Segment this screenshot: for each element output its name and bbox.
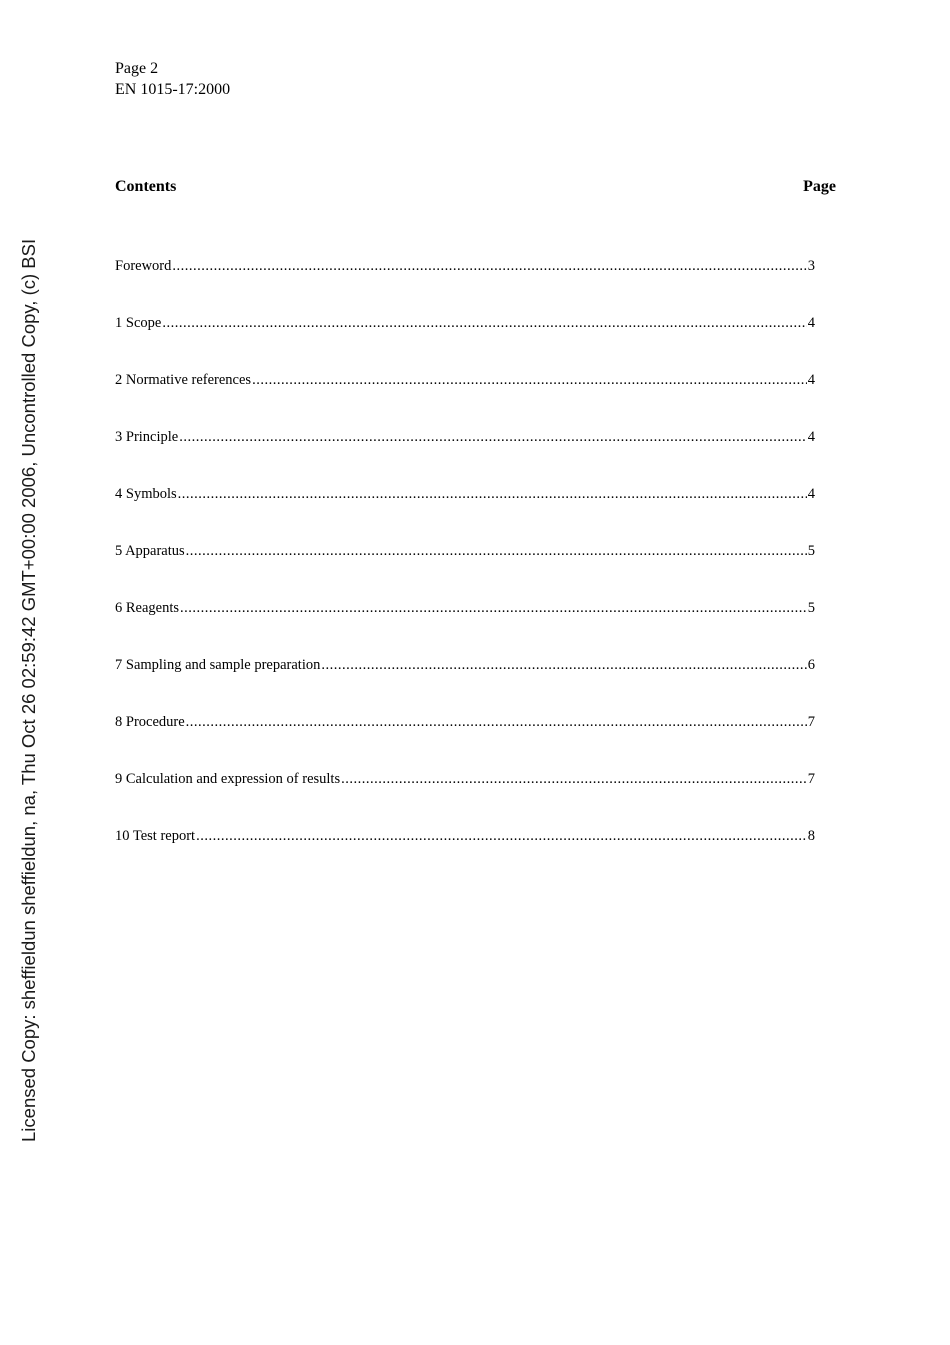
- page-column-label: Page: [803, 178, 836, 195]
- toc-entry[interactable]: [115, 427, 815, 484]
- contents-title: Contents: [115, 178, 177, 195]
- toc-entry-label: 4 Symbols: [115, 486, 177, 502]
- page-header: [115, 58, 230, 100]
- leader-dots: [196, 826, 807, 846]
- contents-heading-row: [115, 178, 836, 196]
- toc-entry[interactable]: [115, 655, 815, 712]
- toc-entry-label: 6 Reagents: [115, 600, 180, 616]
- leader-dots: [178, 484, 807, 504]
- toc-entry-page: 4: [807, 315, 815, 331]
- toc-entry-page: 7: [807, 771, 815, 787]
- standard-id: EN 1015-17:2000: [115, 81, 231, 98]
- toc-entry[interactable]: [115, 769, 815, 826]
- leader-dots: [321, 655, 806, 675]
- toc-entry-page: 4: [807, 429, 815, 445]
- toc-entry-page: 3: [807, 258, 815, 274]
- toc-entry-label: 10 Test report: [115, 828, 196, 844]
- toc-entry-label: 9 Calculation and expression of results: [115, 771, 341, 787]
- toc-entry[interactable]: [115, 256, 815, 313]
- leader-dots: [172, 256, 806, 276]
- leader-dots: [179, 427, 807, 447]
- page-number: Page 2: [115, 60, 159, 77]
- toc-entry-page: 4: [807, 372, 815, 388]
- toc-entry-page: 4: [807, 486, 815, 502]
- toc-entry-label: 3 Principle: [115, 429, 179, 445]
- leader-dots: [341, 769, 807, 789]
- toc-entry[interactable]: [115, 826, 815, 883]
- leader-dots: [180, 598, 807, 618]
- toc-entry-page: 5: [807, 543, 815, 559]
- toc-entry[interactable]: [115, 313, 815, 370]
- toc-entry-page: 5: [807, 600, 815, 616]
- toc-entry-page: 8: [807, 828, 815, 844]
- toc-entry[interactable]: [115, 598, 815, 655]
- toc-entry-label: 7 Sampling and sample preparation: [115, 657, 321, 673]
- license-watermark: Licensed Copy: sheffieldun sheffieldun, na, Thu Oct 26 02:59:42 GMT+00:00 2006, Uncontrolled Copy, (c) BSI: [18, 238, 39, 1142]
- toc-entry-label: 8 Procedure: [115, 714, 185, 730]
- toc-entry-page: 6: [807, 657, 815, 673]
- toc-entry[interactable]: [115, 370, 815, 427]
- leader-dots: [162, 313, 806, 333]
- leader-dots: [186, 541, 807, 561]
- toc-entry-label: 5 Apparatus: [115, 543, 185, 559]
- toc-entry[interactable]: [115, 541, 815, 598]
- leader-dots: [186, 712, 807, 732]
- toc-entry-label: Foreword: [115, 258, 172, 274]
- table-of-contents: [115, 256, 815, 883]
- leader-dots: [252, 370, 807, 390]
- toc-entry[interactable]: [115, 712, 815, 769]
- toc-entry-label: 1 Scope: [115, 315, 162, 331]
- toc-entry[interactable]: [115, 484, 815, 541]
- toc-entry-label: 2 Normative references: [115, 372, 252, 388]
- toc-entry-page: 7: [807, 714, 815, 730]
